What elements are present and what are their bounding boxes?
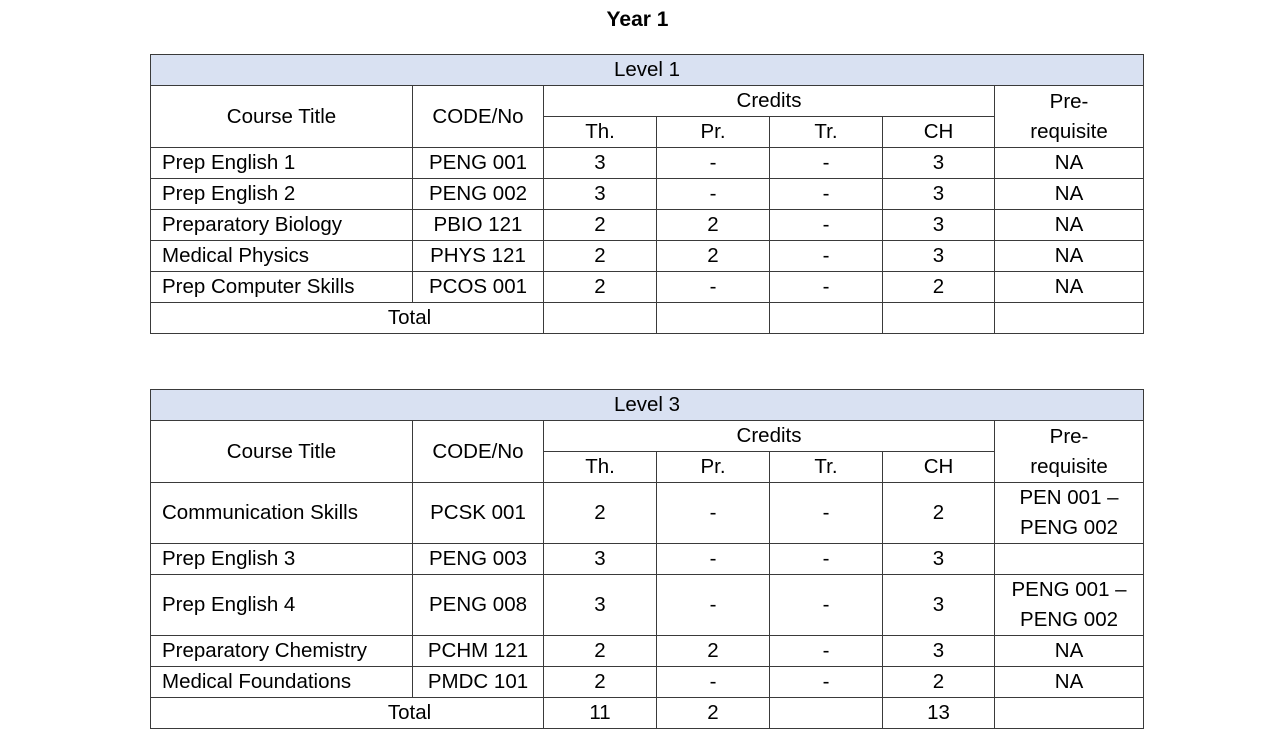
credits-tr-cell: - — [770, 667, 883, 698]
total-prerequisite-cell — [995, 698, 1144, 729]
table-row — [151, 148, 1144, 179]
credits-ch-cell: 2 — [883, 272, 995, 303]
prerequisite-cell: NA — [995, 667, 1144, 698]
credits-th-cell: 2 — [544, 667, 657, 698]
total-pr-cell — [657, 303, 770, 334]
header-prerequisite: Pre- requisite — [995, 86, 1144, 148]
header-course-title: Course Title — [151, 86, 413, 148]
credits-pr-cell: 2 — [657, 210, 770, 241]
total-th-cell: 11 — [544, 698, 657, 729]
level-title: Level 3 — [151, 390, 1144, 421]
credits-th-cell: 3 — [544, 575, 657, 636]
credits-ch-cell: 2 — [883, 483, 995, 544]
prerequisite-cell: NA — [995, 210, 1144, 241]
credits-tr-cell: - — [770, 241, 883, 272]
credits-tr-cell: - — [770, 210, 883, 241]
course-table-level-3 — [150, 389, 1144, 729]
course-title-cell: Prep Computer Skills — [151, 272, 413, 303]
course-code-cell: PENG 002 — [413, 179, 544, 210]
course-code-cell: PCOS 001 — [413, 272, 544, 303]
prerequisite-cell: NA — [995, 272, 1144, 303]
header-th: Th. — [544, 452, 657, 483]
total-tr-cell — [770, 698, 883, 729]
course-code-cell: PCHM 121 — [413, 636, 544, 667]
course-title-cell: Communication Skills — [151, 483, 413, 544]
credits-ch-cell: 3 — [883, 544, 995, 575]
credits-th-cell: 3 — [544, 544, 657, 575]
course-code-cell: PENG 008 — [413, 575, 544, 636]
prerequisite-cell: NA — [995, 148, 1144, 179]
total-th-cell — [544, 303, 657, 334]
credits-ch-cell: 3 — [883, 179, 995, 210]
total-prerequisite-cell — [995, 303, 1144, 334]
course-title-cell: Prep English 4 — [151, 575, 413, 636]
prerequisite-cell: NA — [995, 241, 1144, 272]
credits-pr-cell: - — [657, 483, 770, 544]
credits-th-cell: 3 — [544, 148, 657, 179]
credits-tr-cell: - — [770, 544, 883, 575]
prerequisite-cell: NA — [995, 636, 1144, 667]
table-row — [151, 241, 1144, 272]
course-code-cell: PENG 003 — [413, 544, 544, 575]
course-code-cell: PENG 001 — [413, 148, 544, 179]
course-title-cell: Medical Foundations — [151, 667, 413, 698]
course-title-cell: Medical Physics — [151, 241, 413, 272]
header-ch: CH — [883, 117, 995, 148]
level-header-row — [151, 55, 1144, 86]
course-title-cell: Prep English 1 — [151, 148, 413, 179]
header-pr: Pr. — [657, 117, 770, 148]
credits-pr-cell: - — [657, 272, 770, 303]
course-title-cell: Preparatory Biology — [151, 210, 413, 241]
credits-pr-cell: - — [657, 179, 770, 210]
total-row — [151, 303, 1144, 334]
credits-th-cell: 2 — [544, 483, 657, 544]
credits-tr-cell: - — [770, 636, 883, 667]
course-code-cell: PMDC 101 — [413, 667, 544, 698]
course-code-cell: PBIO 121 — [413, 210, 544, 241]
credits-ch-cell: 2 — [883, 667, 995, 698]
table-row — [151, 210, 1144, 241]
prerequisite-cell — [995, 544, 1144, 575]
credits-tr-cell: - — [770, 179, 883, 210]
header-code: CODE/No — [413, 421, 544, 483]
credits-th-cell: 2 — [544, 636, 657, 667]
header-row — [151, 86, 1144, 117]
course-title-cell: Prep English 2 — [151, 179, 413, 210]
header-ch: CH — [883, 452, 995, 483]
table-row — [151, 575, 1144, 636]
credits-pr-cell: - — [657, 544, 770, 575]
course-code-cell: PHYS 121 — [413, 241, 544, 272]
credits-pr-cell: - — [657, 575, 770, 636]
credits-tr-cell: - — [770, 575, 883, 636]
prerequisite-cell: PEN 001 – PENG 002 — [995, 483, 1144, 544]
header-course-title: Course Title — [151, 421, 413, 483]
credits-th-cell: 3 — [544, 179, 657, 210]
course-title-cell: Preparatory Chemistry — [151, 636, 413, 667]
total-row — [151, 698, 1144, 729]
header-credits: Credits — [544, 86, 995, 117]
credits-pr-cell: 2 — [657, 636, 770, 667]
total-ch-cell: 13 — [883, 698, 995, 729]
credits-tr-cell: - — [770, 272, 883, 303]
header-tr: Tr. — [770, 452, 883, 483]
header-prerequisite: Pre- requisite — [995, 421, 1144, 483]
credits-pr-cell: 2 — [657, 241, 770, 272]
header-code: CODE/No — [413, 86, 544, 148]
prerequisite-cell: PENG 001 – PENG 002 — [995, 575, 1144, 636]
course-table-level-1 — [150, 54, 1144, 334]
header-tr: Tr. — [770, 117, 883, 148]
level-header-row — [151, 390, 1144, 421]
header-row — [151, 421, 1144, 452]
credits-th-cell: 2 — [544, 241, 657, 272]
course-code-cell: PCSK 001 — [413, 483, 544, 544]
credits-tr-cell: - — [770, 483, 883, 544]
total-pr-cell: 2 — [657, 698, 770, 729]
credits-pr-cell: - — [657, 148, 770, 179]
prerequisite-cell: NA — [995, 179, 1144, 210]
page-title: Year 1 — [606, 8, 669, 31]
header-credits: Credits — [544, 421, 995, 452]
credits-ch-cell: 3 — [883, 575, 995, 636]
credits-ch-cell: 3 — [883, 636, 995, 667]
credits-th-cell: 2 — [544, 210, 657, 241]
table-row — [151, 272, 1144, 303]
table-row — [151, 544, 1144, 575]
total-ch-cell — [883, 303, 995, 334]
table-row — [151, 667, 1144, 698]
credits-pr-cell: - — [657, 667, 770, 698]
credits-ch-cell: 3 — [883, 148, 995, 179]
header-th: Th. — [544, 117, 657, 148]
credits-tr-cell: - — [770, 148, 883, 179]
total-label: Total — [151, 698, 544, 729]
table-row — [151, 483, 1144, 544]
total-label: Total — [151, 303, 544, 334]
credits-th-cell: 2 — [544, 272, 657, 303]
header-pr: Pr. — [657, 452, 770, 483]
credits-ch-cell: 3 — [883, 210, 995, 241]
total-tr-cell — [770, 303, 883, 334]
table-row — [151, 179, 1144, 210]
table-row — [151, 636, 1144, 667]
level-title: Level 1 — [151, 55, 1144, 86]
course-title-cell: Prep English 3 — [151, 544, 413, 575]
credits-ch-cell: 3 — [883, 241, 995, 272]
